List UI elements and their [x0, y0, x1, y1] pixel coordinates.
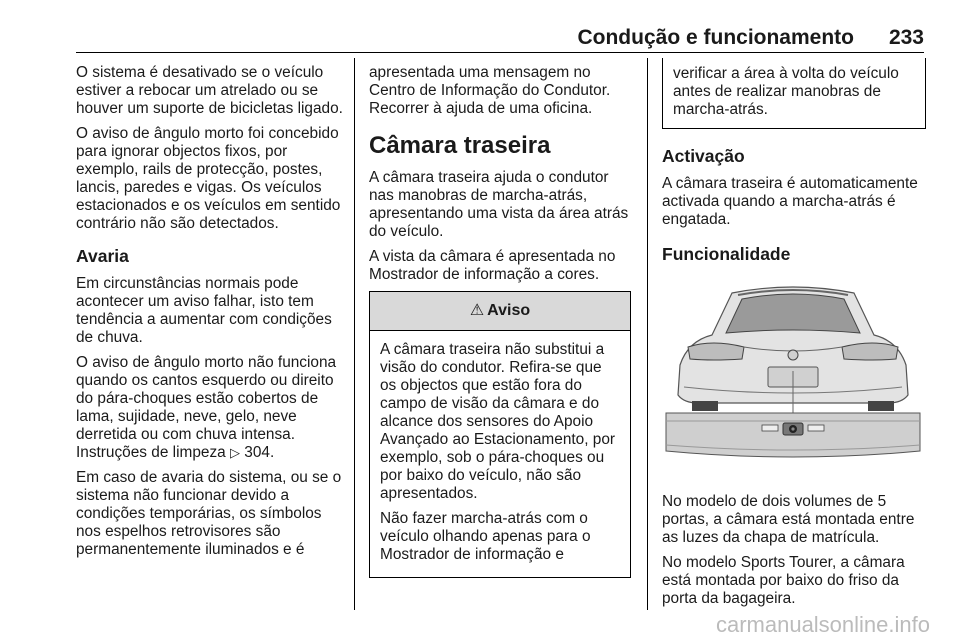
paragraph-message: apresentada uma mensagem no Centro de Informação do Condutor. Recorrer à ajuda de uma oficina. — [369, 64, 611, 117]
column-divider-1 — [354, 58, 355, 610]
warning-header — [370, 291, 630, 331]
rear-camera-illustration — [662, 275, 924, 475]
warning-paragraph-1: A câmara traseira não substitui a visão do condutor. Refira-se que os objectos que estão fora do campo de visão da câmara e do alcance dos sensores do Apoio Avançado ao Estacionamento, por exemplo, sob o pára-choques ou por baixo do veículo, não são apresentados. — [380, 341, 616, 502]
heading-activacao: Activação — [662, 146, 745, 166]
heading-camara-traseira: Câmara traseira — [369, 132, 551, 159]
watermark: carmanualsonline.info — [715, 612, 930, 637]
column-divider-2 — [647, 58, 648, 610]
paragraph-activation: A câmara traseira é automaticamente activada quando a marcha-atrás é engatada. — [662, 175, 918, 228]
warning-body — [370, 331, 630, 577]
page-header — [76, 0, 924, 53]
warning-title: Aviso — [487, 302, 531, 319]
section-title: Condução e funcionamento — [577, 26, 854, 49]
paragraph-camera-display: A vista da câmara é apresentada no Mostrador de informação a cores. — [369, 248, 616, 283]
paragraph-malfunction: Em caso de avaria do sistema, ou se o sistema não funcionar devido a condições temporárias, os símbolos nos espelhos retrovisores são permanentemente iluminados e é — [76, 469, 342, 558]
warning-paragraph-2: Não fazer marcha-atrás com o veículo olhando apenas para o Mostrador de informação e — [380, 510, 591, 563]
paragraph-not-working — [76, 354, 346, 462]
column-right — [662, 64, 926, 615]
paragraph-warning-fail: Em circunstâncias normais pode acontecer um aviso falhar, isto tem tendência a aumentar com condições de chuva. — [76, 275, 332, 346]
paragraph-not-working-text: O aviso de ângulo morto não funciona quando os cantos esquerdo ou direito do pára-choques estão cobertos de lama, sujidade, neve, gelo, neve derretida ou com chuva intensa. Instruções de limpeza — [76, 354, 337, 461]
warning-icon: ⚠ — [469, 302, 485, 319]
page-number: 233 — [888, 26, 924, 49]
paragraph-5door-camera: No modelo de dois volumes de 5 portas, a câmara está montada entre as luzes da chapa de matrícula. — [662, 493, 915, 546]
paragraph-deactivation: O sistema é desativado se o veículo estiver a rebocar um atrelado ou se houver um suporte de bicicletas ligado. — [76, 64, 343, 117]
column-middle — [369, 64, 631, 578]
paragraph-camera-help: A câmara traseira ajuda o condutor nas manobras de marcha-atrás, apresentando uma vista da área atrás do veículo. — [369, 169, 629, 240]
warning-box — [369, 291, 631, 578]
column-left — [76, 64, 346, 566]
paragraph-sports-tourer-camera: No modelo Sports Tourer, a câmara está montada por baixo do friso da porta da bagageira. — [662, 554, 905, 607]
paragraph-ignore-objects: O aviso de ângulo morto foi concebido para ignorar objectos fixos, por exemplo, rails de protecção, postes, lancis, paredes e vigas. Os veículos estacionados e os veículos em sentido contrário não são detectados. — [76, 125, 341, 232]
warning-continued-text: verificar a área à volta do veículo antes de realizar manobras de marcha-atrás. — [673, 65, 899, 118]
warning-box-continued — [662, 58, 926, 129]
cross-reference-page[interactable]: 304. — [244, 444, 275, 461]
heading-funcionalidade: Funcionalidade — [662, 244, 791, 264]
heading-avaria: Avaria — [76, 246, 129, 266]
cross-reference-icon: ▷ — [230, 445, 240, 460]
